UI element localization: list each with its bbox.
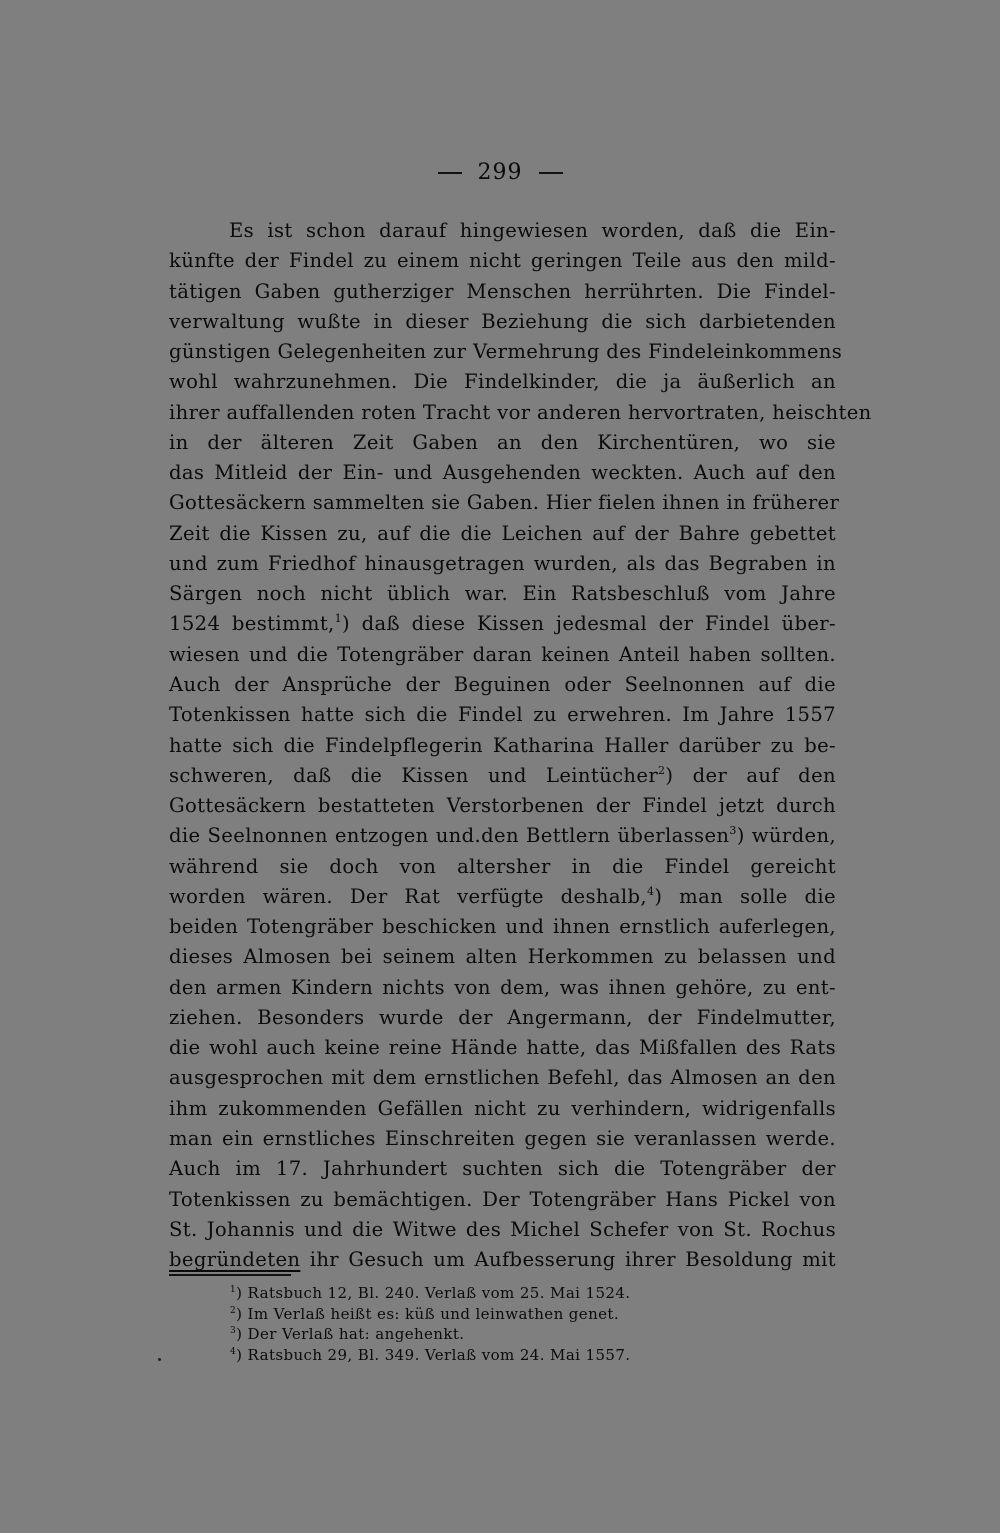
text-line: und zum Friedhof hinausgetragen wurden, als das Begraben in	[169, 551, 836, 575]
text-line: während sie doch von altersher in die Findel gereicht	[169, 854, 836, 878]
text-segment: ) daß diese Kissen jedesmal der Findel über-	[341, 612, 836, 636]
text-segment: ) der auf den	[665, 763, 836, 787]
footnote-mark: 3	[230, 1326, 237, 1336]
footnote-text: ) Ratsbuch 29, Bl. 349. Verlaß vom 24. Mai 1557.	[236, 1345, 631, 1364]
body-text	[169, 216, 872, 1275]
text-line: hatte sich die Findelpflegerin Katharina Haller darüber zu be-	[169, 733, 836, 757]
text-line: Gottesäckern sammelten sie Gaben. Hier fielen ihnen in früherer	[169, 491, 840, 515]
footnote-item	[230, 1345, 750, 1366]
footnote-mark: 4	[230, 1346, 237, 1357]
underlined-word: begründeten	[169, 1248, 301, 1272]
text-line: dieses Almosen bei seinem alten Herkommen zu belassen und	[169, 945, 836, 969]
text-line	[169, 1245, 836, 1275]
text-segment: ihr Gesuch um Aufbesserung ihrer Besoldung mit	[300, 1248, 836, 1272]
footnote-item	[230, 1283, 750, 1304]
footnote-item	[230, 1304, 750, 1325]
text-line	[169, 821, 836, 851]
footnote-reference: 1	[334, 612, 342, 626]
text-line: Auch der Ansprüche der Beguinen oder Seelnonnen auf die	[169, 672, 836, 696]
text-line: Totenkissen zu bemächtigen. Der Totengräber Hans Pickel von	[169, 1187, 836, 1211]
page-number-dash-right	[539, 172, 563, 174]
text-line: Auch im 17. Jahrhundert suchten sich die Totengräber der	[169, 1157, 836, 1181]
text-line: man ein ernstliches Einschreiten gegen sie veranlassen werde.	[169, 1126, 836, 1150]
text-line: ihm zukommenden Gefällen nicht zu verhindern, widrigenfalls	[169, 1096, 836, 1120]
text-line: die wohl auch keine reine Hände hatte, das Mißfallen des Rats	[169, 1036, 836, 1060]
text-line: Es ist schon darauf hingewiesen worden, daß die Ein-	[229, 219, 836, 242]
text-line: Gottesäckern bestatteten Verstorbenen der Findel jetzt durch	[169, 794, 836, 818]
text-line: in der älteren Zeit Gaben an den Kirchentüren, wo sie	[169, 430, 836, 454]
text-line	[169, 761, 836, 791]
footnotes	[230, 1283, 750, 1365]
print-speck	[158, 1358, 161, 1361]
text-line: wohl wahrzunehmen. Die Findelkinder, die ja äußerlich an	[169, 370, 836, 394]
text-segment: die Seelnonnen entzogen und.den Bettlern überlassen	[169, 824, 730, 848]
footnote-text: ) Im Verlaß heißt es: küß und leinwathen genet.	[236, 1304, 620, 1323]
page-number-dash-left	[438, 172, 462, 174]
footnote-text: ) Ratsbuch 12, Bl. 240. Verlaß vom 25. Mai 1524.	[236, 1284, 631, 1302]
text-segment: ) würden,	[736, 824, 836, 848]
text-line	[169, 609, 836, 639]
text-line: beiden Totengräber beschicken und ihnen ernstlich auferlegen,	[169, 915, 836, 939]
text-line: ziehen. Besonders wurde der Angermann, der Findelmutter,	[169, 1005, 836, 1029]
text-segment: worden wären. Der Rat verfügte deshalb,	[169, 884, 647, 908]
text-segment: 1524 bestimmt,	[169, 612, 335, 636]
text-line: tätigen Gaben gutherziger Menschen herrührten. Die Findel-	[169, 279, 836, 303]
text-line: günstigen Gelegenheiten zur Vermehrung des Findeleinkommens	[169, 340, 843, 364]
footnote-item	[230, 1324, 750, 1345]
text-line	[169, 882, 836, 912]
text-line: verwaltung wußte in dieser Beziehung die sich darbietenden	[169, 309, 836, 333]
text-line: das Mitleid der Ein- und Ausgehenden weckten. Auch auf den	[169, 461, 836, 485]
text-line: St. Johannis und die Witwe des Michel Schefer von St. Rochus	[169, 1217, 836, 1241]
footnote-reference: 3	[729, 824, 737, 838]
text-segment: ) man solle die	[654, 884, 836, 908]
text-line: künfte der Findel zu einem nicht geringen Teile aus den mild-	[169, 249, 836, 273]
footnote-reference: 4	[646, 884, 655, 898]
text-line: Zeit die Kissen zu, auf die die Leichen auf der Bahre gebettet	[169, 521, 836, 545]
footnote-text: ) Der Verlaß hat: angehenkt.	[236, 1325, 465, 1343]
text-line: ihrer auffallenden roten Tracht vor anderen hervortraten, heischten	[169, 400, 872, 424]
footnote-reference: 2	[658, 763, 666, 777]
text-line: wiesen und die Totengräber daran keinen Anteil haben sollten.	[169, 642, 836, 666]
text-line: Särgen noch nicht üblich war. Ein Ratsbeschluß vom Jahre	[169, 582, 836, 606]
text-line: ausgesprochen mit dem ernstlichen Befehl, das Almosen an den	[169, 1066, 836, 1090]
text-line: Totenkissen hatte sich die Findel zu erwehren. Im Jahre 1557	[169, 703, 836, 727]
footnote-mark: 1	[230, 1285, 237, 1295]
page-number	[0, 160, 1000, 185]
page-number-value: 299	[477, 160, 523, 185]
text-line: den armen Kindern nichts von dem, was ihnen gehöre, zu ent-	[169, 975, 836, 999]
footnote-mark: 2	[230, 1305, 237, 1316]
footnote-separator	[169, 1274, 291, 1276]
text-segment: schweren, daß die Kissen und Leintücher	[169, 763, 659, 787]
